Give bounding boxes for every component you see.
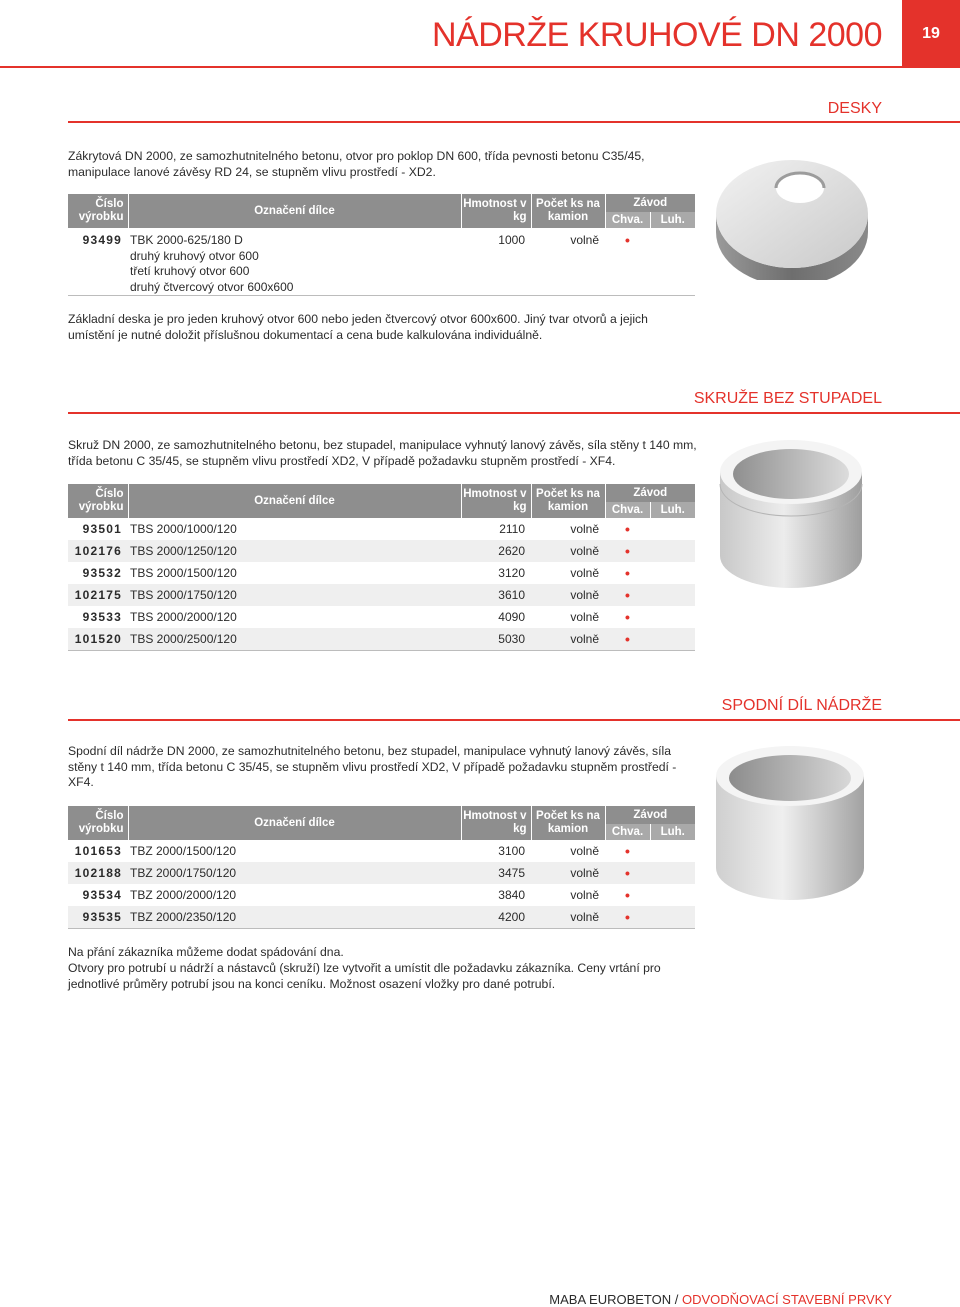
product-name: [128, 228, 461, 296]
th-weight: Hmotnost v kg: [461, 194, 531, 228]
plant-luh-mark: [650, 606, 695, 628]
plant-chva-mark: •: [625, 609, 630, 625]
section-title-desky: DESKY: [827, 100, 882, 117]
product-weight: 5030: [461, 628, 531, 651]
plant-luh-mark: [650, 540, 695, 562]
product-count: volně: [570, 888, 599, 902]
desky-table: [68, 194, 695, 296]
footer-brand: MABA EUROBETON: [549, 1292, 672, 1307]
plant-chva-mark: •: [605, 628, 650, 651]
product-weight: 3120: [498, 566, 525, 580]
section-rule-skruze: [68, 412, 960, 414]
product-number: 102175: [68, 584, 128, 606]
product-number: 93532: [82, 566, 122, 580]
product-number: 93533: [82, 610, 122, 624]
th-plant-luh: Luh.: [650, 502, 695, 518]
footer-tagline: ODVODŇOVACÍ STAVEBNÍ PRVKY: [682, 1292, 892, 1307]
product-name: TBZ 2000/2000/120: [130, 888, 237, 902]
product-name: TBS 2000/2500/120: [128, 628, 461, 651]
product-weight: 3475: [461, 862, 531, 884]
plant-chva-mark: •: [605, 540, 650, 562]
product-count: volně: [531, 584, 605, 606]
th-count: Počet ks na kamion: [531, 194, 605, 228]
table-row: [68, 906, 695, 929]
product-weight: 4090: [498, 610, 525, 624]
th-plant: Závod: [605, 484, 695, 502]
th-plant: Závod: [605, 194, 695, 212]
plant-luh-mark: [650, 840, 695, 862]
desky-description: Zákrytová DN 2000, ze samozhutnitelného betonu, otvor pro poklop DN 600, třída pevnosti betonu C35/45, manipulace lanové závěsy RD 24, se stupněm vlivu prostředí - XD2.: [68, 149, 645, 179]
skruze-description: Skruž DN 2000, ze samozhutnitelného betonu, bez stupadel, manipulace vyhnutý lanový závěs, síla stěny t 140 mm, třída betonu C 35/45, se stupněm vlivu prostředí XD2, V případě požadavku stupněm prostředí - XF4.: [68, 438, 697, 468]
table-row: [68, 606, 695, 628]
bottom-part-image: [712, 740, 868, 906]
product-name: TBZ 2000/2350/120: [128, 906, 461, 929]
product-variant: druhý čtvercový otvor 600x600: [130, 279, 294, 294]
product-weight: 4200: [461, 906, 531, 929]
th-plant-luh: Luh.: [650, 212, 695, 228]
product-count: volně: [531, 628, 605, 651]
product-name: TBS 2000/2000/120: [130, 610, 237, 624]
page-number: 19: [902, 0, 960, 68]
spodni-table: [68, 806, 695, 929]
cover-slab-image: [712, 148, 872, 280]
table-row: [68, 540, 695, 562]
product-count: volně: [570, 844, 599, 858]
table-row: [68, 518, 695, 540]
th-name: Označení dílce: [128, 806, 461, 840]
plant-luh-mark: [650, 518, 695, 540]
th-number: Číslo výrobku: [68, 806, 128, 840]
plant-chva-mark: •: [605, 906, 650, 929]
plant-luh-mark: [650, 228, 695, 296]
table-row: [68, 884, 695, 906]
product-count: volně: [570, 610, 599, 624]
product-name: TBZ 2000/1750/120: [128, 862, 461, 884]
product-weight: 3100: [498, 844, 525, 858]
product-count: volně: [531, 862, 605, 884]
th-number: Číslo výrobku: [68, 194, 128, 228]
desky-note: Základní deska je pro jeden kruhový otvor 600 nebo jeden čtvercový otvor 600x600. Jiný tvar otvorů a jejich umístění je nutné doložit příslušnou dokumentací a cena bude kalkulována individuálně.: [68, 312, 648, 342]
table-row: [68, 628, 695, 651]
section-title-skruze: SKRUŽE BEZ STUPADEL: [693, 390, 882, 407]
th-weight: Hmotnost v kg: [461, 806, 531, 840]
product-number: 93535: [68, 906, 128, 929]
th-plant-chva: Chva.: [605, 824, 650, 840]
product-variant: druhý kruhový otvor 600: [130, 248, 259, 263]
product-weight: 2110: [499, 522, 525, 536]
plant-chva-mark: •: [625, 521, 630, 537]
th-count: Počet ks na kamion: [531, 806, 605, 840]
product-count: volně: [570, 522, 599, 536]
plant-luh-mark: [650, 906, 695, 929]
product-number: 93501: [82, 522, 122, 536]
spodni-description: Spodní díl nádrže DN 2000, ze samozhutnitelného betonu, bez stupadel, manipulace vyhnutý lanový závěs, síla stěny t 140 mm, třída betonu C 35/45, se stupněm vlivu prostředí XD2, V případě požadavku stupněm prostředí - XF4.: [68, 744, 677, 790]
product-weight: 3840: [498, 888, 525, 902]
footer-separator: /: [674, 1292, 679, 1307]
table-row: [68, 862, 695, 884]
product-number: 93534: [82, 888, 122, 902]
section-rule-spodni: [68, 719, 960, 721]
th-count: Počet ks na kamion: [531, 484, 605, 518]
table-row: [68, 562, 695, 584]
plant-chva-mark: •: [625, 565, 630, 581]
footer: [549, 1292, 892, 1307]
product-name: TBS 2000/1750/120: [128, 584, 461, 606]
th-weight: Hmotnost v kg: [461, 484, 531, 518]
th-name: Označení dílce: [128, 484, 461, 518]
ring-image: [716, 432, 866, 592]
page-title: NÁDRŽE KRUHOVÉ DN 2000: [431, 16, 882, 54]
table-row: [68, 228, 695, 296]
plant-luh-mark: [650, 628, 695, 651]
th-plant-luh: Luh.: [650, 824, 695, 840]
product-number: 101520: [68, 628, 128, 651]
spodni-note-1: Na přání zákazníka můžeme dodat spádování dna.: [68, 945, 344, 959]
table-row: [68, 584, 695, 606]
product-count: volně: [570, 566, 599, 580]
product-number: 93499: [68, 228, 128, 296]
product-count: volně: [531, 906, 605, 929]
product-count: volně: [531, 540, 605, 562]
skruze-table: [68, 484, 695, 651]
plant-luh-mark: [650, 862, 695, 884]
product-number: 102176: [68, 540, 128, 562]
plant-chva-mark: •: [625, 843, 630, 859]
plant-chva-mark: •: [605, 228, 650, 296]
product-name-main: TBK 2000-625/180 D: [130, 233, 243, 247]
product-name: TBS 2000/1250/120: [128, 540, 461, 562]
product-name: TBZ 2000/1500/120: [130, 844, 237, 858]
plant-luh-mark: [650, 562, 695, 584]
spodni-note-2: Otvory pro potrubí u nádrží a nástavců (skruží) lze vytvořit a umístit dle požadavku zákazníka. Ceny vrtání pro jednotlivé průměry potrubí jsou na konci ceníku. Možnost osazení vložky pro dané potrubí.: [68, 961, 661, 991]
plant-luh-mark: [650, 884, 695, 906]
product-number: 102188: [68, 862, 128, 884]
plant-chva-mark: •: [625, 887, 630, 903]
product-number: 101653: [74, 844, 122, 858]
product-weight: 2620: [461, 540, 531, 562]
th-plant: Závod: [605, 806, 695, 824]
header-rule: [0, 66, 902, 68]
plant-chva-mark: •: [605, 584, 650, 606]
th-plant-chva: Chva.: [605, 212, 650, 228]
product-weight: 1000: [461, 228, 531, 296]
product-variant: třetí kruhový otvor 600: [130, 264, 250, 279]
th-plant-chva: Chva.: [605, 502, 650, 518]
product-name: TBS 2000/1500/120: [130, 566, 237, 580]
product-weight: 3610: [461, 584, 531, 606]
plant-luh-mark: [650, 584, 695, 606]
product-count: volně: [531, 228, 605, 296]
plant-chva-mark: •: [605, 862, 650, 884]
table-row: [68, 840, 695, 862]
th-name: Označení dílce: [128, 194, 461, 228]
th-number: Číslo výrobku: [68, 484, 128, 518]
section-title-spodni: SPODNÍ DÍL NÁDRŽE: [721, 697, 882, 714]
section-rule-desky: [68, 121, 960, 123]
product-name: TBS 2000/1000/120: [130, 522, 237, 536]
